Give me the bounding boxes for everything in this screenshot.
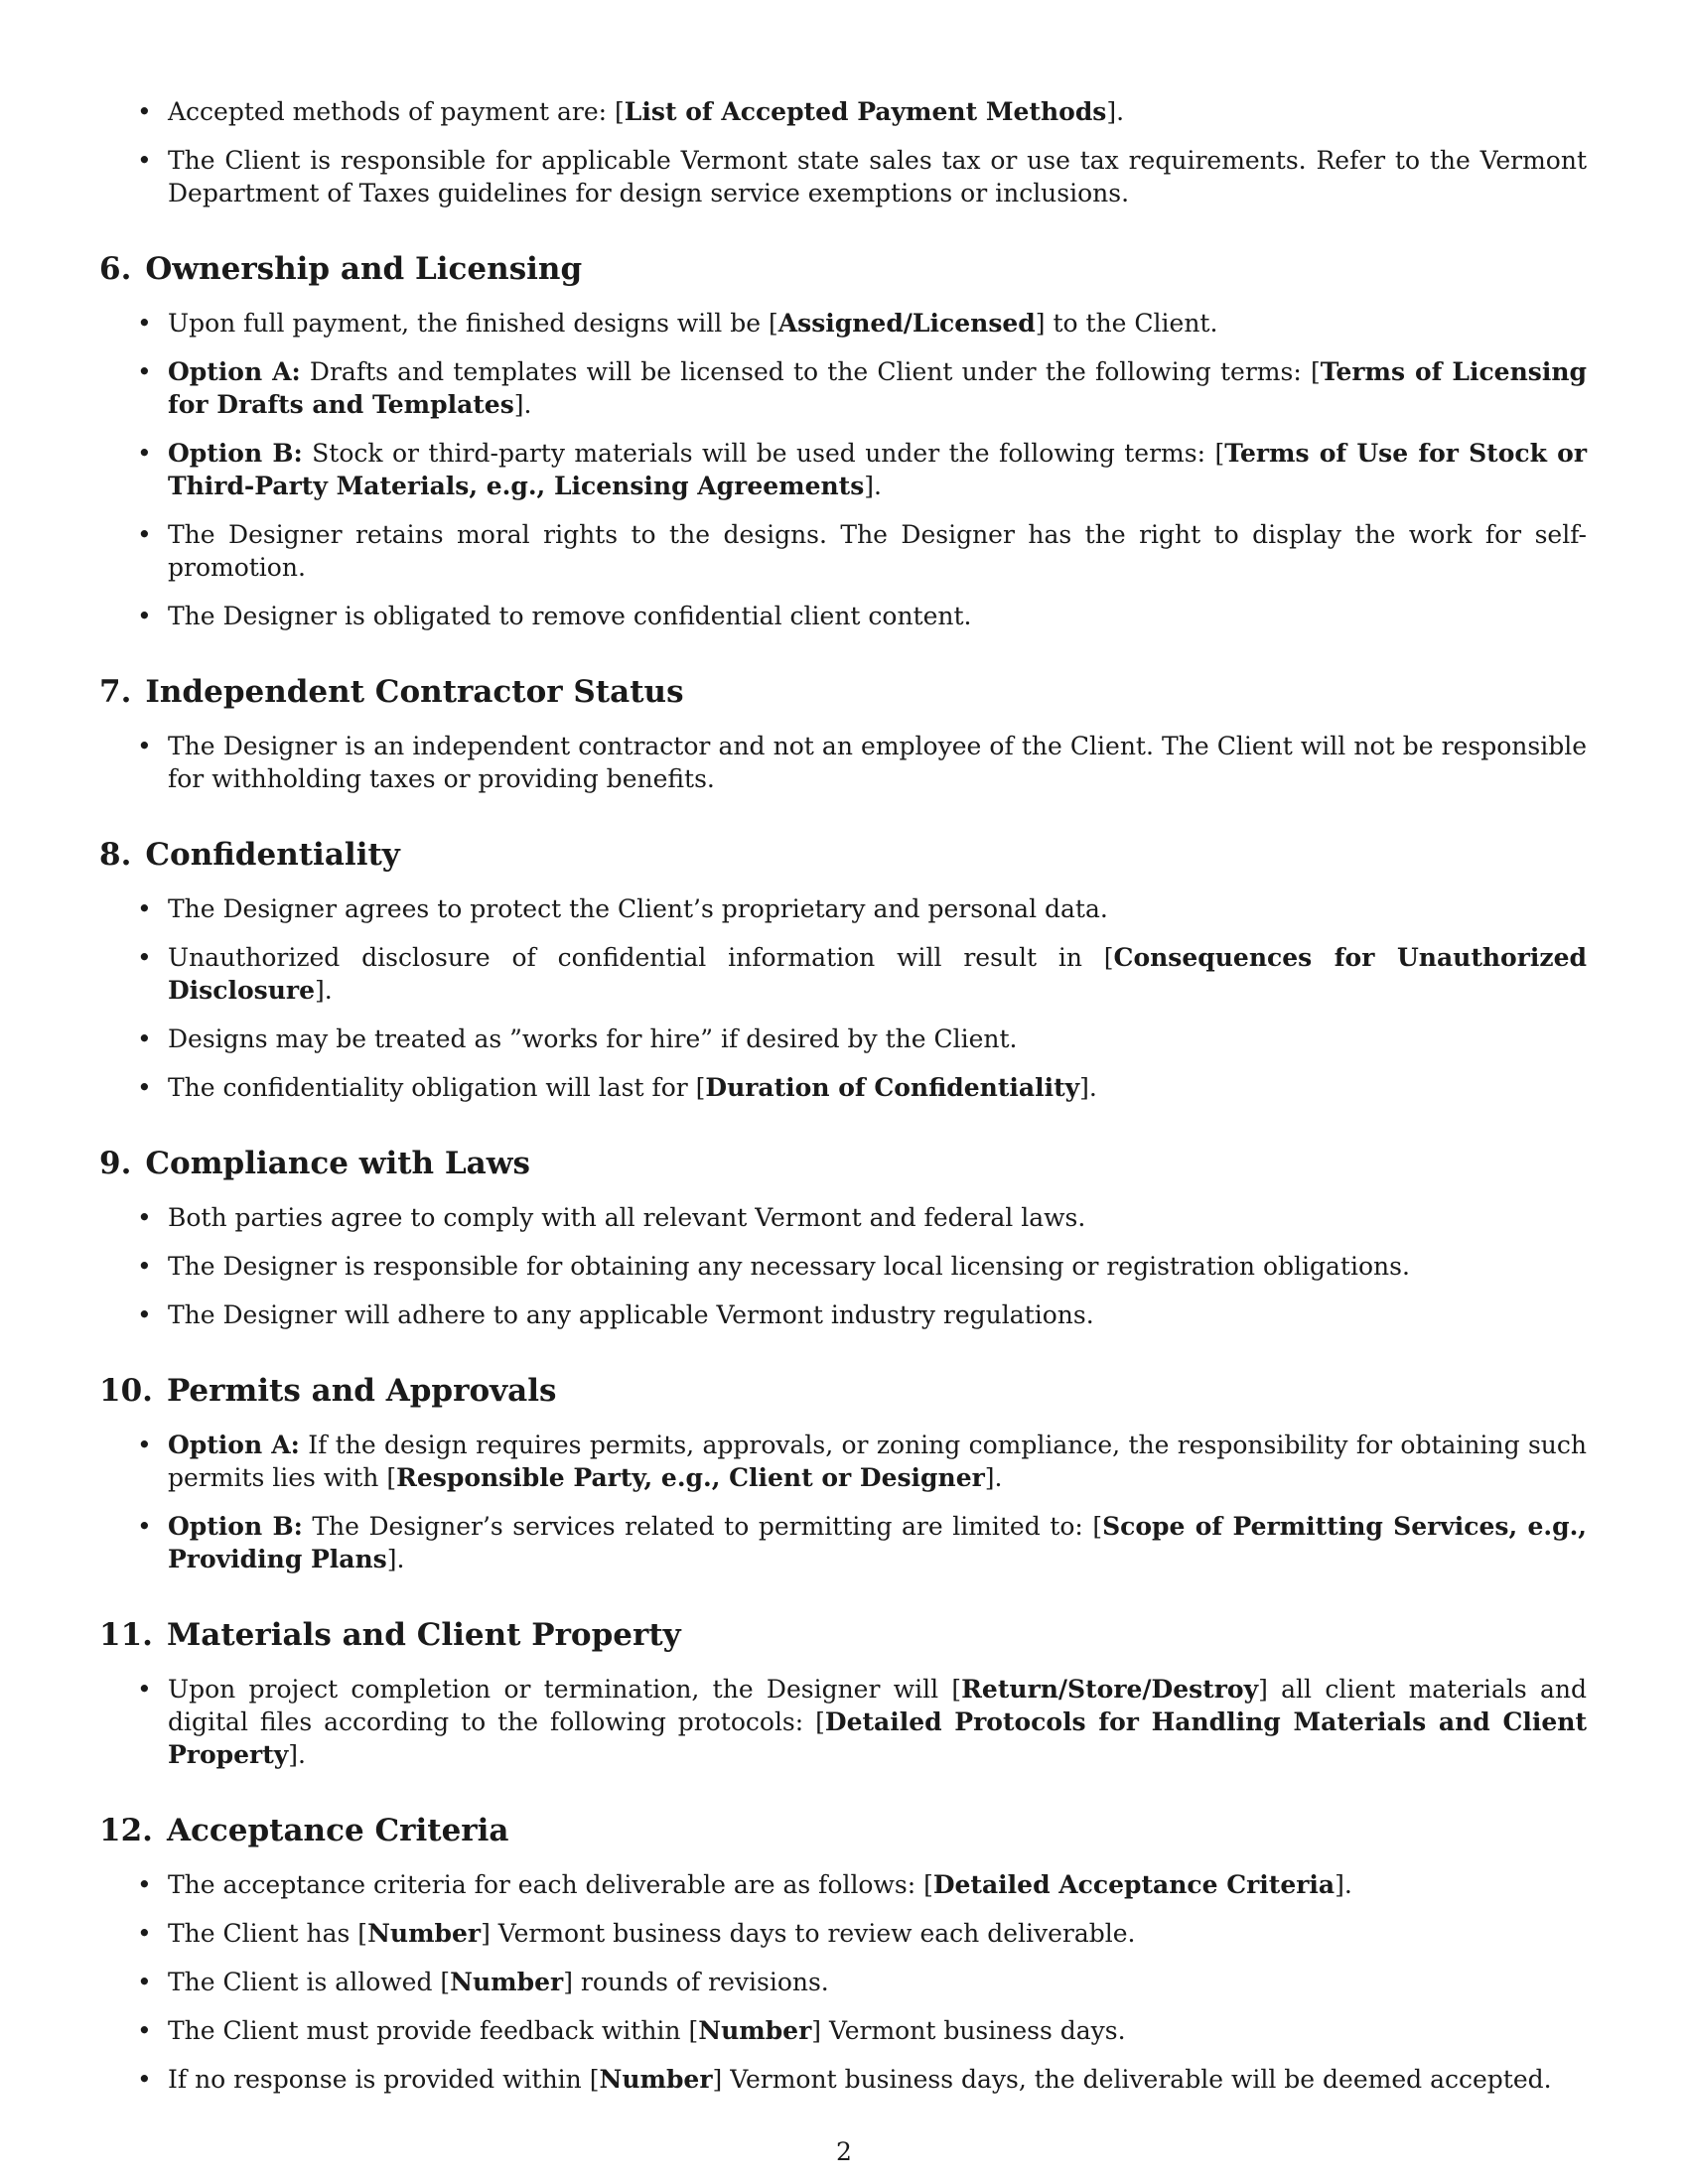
text: Drafts and templates will be licensed to the Client under the following terms: [ (300, 357, 1321, 386)
bullet-list (99, 1429, 1587, 1575)
list-item (99, 144, 1587, 209)
bold-text: Terms of Use for Stock or Third-Party Materials, e.g., Licensing Agreements (168, 439, 1587, 500)
section-10 (99, 1371, 1587, 1575)
text: Both parties agree to comply with all relevant Vermont and federal laws. (168, 1203, 1086, 1232)
text: ]. (513, 390, 532, 419)
list-item (99, 1429, 1587, 1494)
bullet-icon: • (137, 1024, 152, 1053)
text: ]. (984, 1463, 1003, 1492)
text: ] Vermont business days, the deliverable will be deemed accepted. (712, 2065, 1552, 2094)
section-number: 12. (99, 1813, 153, 1848)
list-item (99, 2063, 1587, 2096)
text: ] Vermont business days. (811, 2016, 1126, 2045)
text: Stock or third-party materials will be used under the following terms: [ (302, 439, 1225, 468)
bold-text: Option B: (168, 439, 303, 468)
bullet-icon: • (137, 2065, 152, 2094)
section-number: 7. (99, 674, 132, 710)
text: Upon project completion or termination, the Designer will [ (168, 1675, 962, 1704)
bold-text: Option B: (168, 1512, 303, 1541)
bullet-icon: • (137, 1252, 152, 1281)
section-6 (99, 249, 1587, 632)
text: The acceptance criteria for each deliverable are as follows: [ (168, 1870, 933, 1899)
section-continued (99, 95, 1587, 209)
bullet-list (99, 95, 1587, 209)
text: The Client is allowed [ (168, 1968, 451, 1996)
text: The Designer agrees to protect the Client’s proprietary and personal data. (168, 894, 1108, 923)
text: ]. (288, 1740, 306, 1769)
bullet-icon: • (137, 439, 152, 468)
text: ]. (1106, 97, 1125, 126)
bold-text: List of Accepted Payment Methods (624, 97, 1107, 126)
bold-text: Number (599, 2065, 713, 2094)
text: ]. (1079, 1073, 1097, 1102)
section-12 (99, 1811, 1587, 2096)
list-item (99, 1510, 1587, 1575)
text: If the design requires permits, approvals, or zoning compliance, the responsibility for obtaining such permits lies with [ (168, 1431, 1588, 1492)
section-9 (99, 1144, 1587, 1331)
page-number: 2 (836, 2137, 852, 2166)
section-heading (99, 835, 1587, 875)
text: The Client must provide feedback within [ (168, 2016, 699, 2045)
section-number: 9. (99, 1146, 132, 1181)
bullet-list (99, 1868, 1587, 2096)
list-item (99, 600, 1587, 632)
text: The Client has [ (168, 1919, 368, 1948)
bullet-icon: • (137, 1919, 152, 1948)
text: The Designer will adhere to any applicable Vermont industry regulations. (168, 1300, 1094, 1329)
bullet-icon: • (137, 146, 152, 175)
text: The Designer is responsible for obtaining any necessary local licensing or registration obligations. (168, 1252, 1410, 1281)
list-item (99, 2014, 1587, 2047)
section-title: Permits and Approvals (166, 1373, 557, 1409)
section-number: 10. (99, 1373, 153, 1409)
section-8 (99, 835, 1587, 1104)
section-title: Ownership and Licensing (145, 251, 583, 287)
bullet-list (99, 892, 1587, 1104)
bullet-icon: • (137, 1512, 152, 1541)
text: The Client is responsible for applicable Vermont state sales tax or use tax requirements. Refer to the Vermont Department of Taxes guidelines for design service exemptions or inclusions. (168, 146, 1587, 207)
text: ]. (1335, 1870, 1352, 1899)
text: [ (615, 97, 625, 126)
list-item (99, 892, 1587, 925)
list-item (99, 1250, 1587, 1283)
bullet-icon: • (137, 1870, 152, 1899)
text: ]. (864, 472, 882, 500)
bullet-icon: • (137, 1203, 152, 1232)
bold-text: Scope of Permitting Services, e.g., Providing Plans (168, 1512, 1588, 1573)
text: ]. (314, 976, 333, 1005)
section-heading (99, 672, 1587, 712)
list-item (99, 1868, 1587, 1901)
text: The Designer is an independent contractor and not an employee of the Client. The Client will not be responsible for withholding taxes or providing benefits. (168, 732, 1587, 793)
section-heading (99, 1811, 1587, 1850)
section-title: Acceptance Criteria (166, 1813, 509, 1848)
text: The Designer is obligated to remove confidential client content. (168, 602, 972, 630)
section-title: Compliance with Laws (145, 1146, 530, 1181)
text: Upon full payment, the finished designs will be [ (168, 309, 778, 338)
bullet-icon: • (137, 2016, 152, 2045)
bold-text: Option A: (168, 357, 301, 386)
text: ] Vermont business days to review each deliverable. (481, 1919, 1136, 1948)
list-item (99, 1966, 1587, 1998)
bullet-icon: • (137, 520, 152, 549)
bullet-icon: • (137, 97, 152, 126)
section-number: 8. (99, 837, 132, 873)
bold-text: Terms of Licensing for Drafts and Templates (168, 357, 1587, 419)
list-item (99, 437, 1587, 502)
bold-text: Responsible Party, e.g., Client or Designer (396, 1463, 985, 1492)
text: ] all client materials and digital files according to the following protocols: [ (168, 1675, 1587, 1736)
list-item (99, 1201, 1587, 1234)
bold-text: Detailed Acceptance Criteria (932, 1870, 1336, 1899)
bold-text: Number (367, 1919, 482, 1948)
bullet-icon: • (137, 357, 152, 386)
bullet-icon: • (137, 1073, 152, 1102)
bold-text: Return/Store/Destroy (961, 1675, 1259, 1704)
list-item (99, 1917, 1587, 1950)
section-11 (99, 1615, 1587, 1771)
list-item (99, 1071, 1587, 1104)
list-item (99, 730, 1587, 795)
section-title: Confidentiality (145, 837, 400, 873)
section-7 (99, 672, 1587, 795)
bullet-list (99, 307, 1587, 632)
bullet-icon: • (137, 1968, 152, 1996)
section-heading (99, 1615, 1587, 1655)
bullet-icon: • (137, 943, 152, 972)
text: Unauthorized disclosure of confidential information will result in [ (168, 943, 1114, 972)
bold-text: Number (450, 1968, 564, 1996)
bold-text: Duration of Confidentiality (705, 1073, 1080, 1102)
bullet-icon: • (137, 1675, 152, 1704)
text: ] to the Client. (1035, 309, 1218, 338)
text: Accepted methods of payment are: (168, 97, 616, 126)
bullet-icon: • (137, 894, 152, 923)
bullet-list (99, 1201, 1587, 1331)
bold-text: Consequences for Unauthorized Disclosure (168, 943, 1587, 1005)
list-item (99, 941, 1587, 1007)
bullet-icon: • (137, 602, 152, 630)
bold-text: Number (698, 2016, 812, 2045)
list-item (99, 355, 1587, 421)
section-heading (99, 1144, 1587, 1183)
bullet-icon: • (137, 1300, 152, 1329)
section-title: Materials and Client Property (166, 1617, 681, 1653)
section-title: Independent Contractor Status (145, 674, 684, 710)
bullet-list (99, 1673, 1587, 1771)
list-item (99, 95, 1587, 128)
bullet-list (99, 730, 1587, 795)
document-body (99, 95, 1587, 2096)
bold-text: Detailed Protocols for Handling Materials and Client Property (168, 1707, 1587, 1769)
text: ] rounds of revisions. (563, 1968, 829, 1996)
list-item (99, 1673, 1587, 1771)
bullet-icon: • (137, 732, 152, 760)
text: ]. (386, 1545, 405, 1573)
list-item (99, 307, 1587, 340)
bold-text: Assigned/Licensed (777, 309, 1036, 338)
list-item (99, 1298, 1587, 1331)
text: The confidentiality obligation will last for [ (168, 1073, 706, 1102)
bold-text: Option A: (168, 1431, 300, 1459)
section-heading (99, 1371, 1587, 1411)
text: Designs may be treated as ”works for hire” if desired by the Client. (168, 1024, 1018, 1053)
text: The Designer’s services related to permitting are limited to: [ (302, 1512, 1103, 1541)
list-item (99, 518, 1587, 584)
bullet-icon: • (137, 309, 152, 338)
text: The Designer retains moral rights to the designs. The Designer has the right to display the work for self-promotion. (168, 520, 1587, 582)
section-number: 6. (99, 251, 132, 287)
section-number: 11. (99, 1617, 153, 1653)
bullet-icon: • (137, 1431, 152, 1459)
list-item (99, 1023, 1587, 1055)
text: If no response is provided within [ (168, 2065, 600, 2094)
section-heading (99, 249, 1587, 289)
